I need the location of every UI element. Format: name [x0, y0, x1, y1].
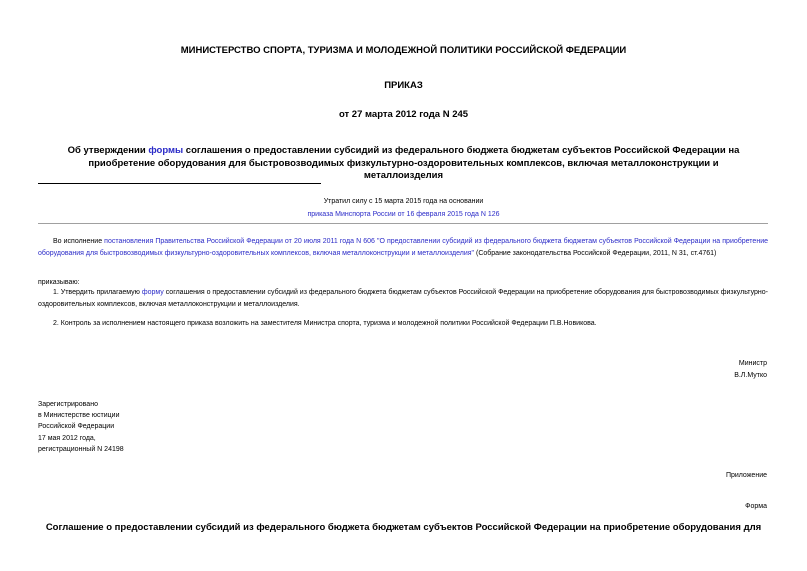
appendix-label: Приложение: [725, 472, 767, 479]
registration-line: регистрационный N 24198: [38, 445, 124, 453]
document-title: [60, 145, 747, 183]
title-divider: [38, 183, 321, 184]
clause-1-prefix: 1. Утвердить прилагаемую: [53, 289, 142, 296]
form-link[interactable]: форму: [141, 289, 164, 296]
signature-block: [734, 358, 767, 381]
agreement-heading: Соглашение о предоставлении субсидий из федерального бюджета бюджетам субъектов Российской Федерации на приобретение оборудования для: [45, 522, 762, 533]
title-prefix: Об утверждении: [67, 145, 149, 156]
ministry-heading: МИНИСТЕРСТВО СПОРТА, ТУРИЗМА И МОЛОДЕЖНОЙ ПОЛИТИКИ РОССИЙСКОЙ ФЕДЕРАЦИИ: [180, 45, 627, 56]
document-type-heading: ПРИКАЗ: [384, 80, 423, 91]
preamble-prefix: Во исполнение: [53, 238, 105, 245]
preamble-suffix: (Собрание законодательства Российской Федерации, 2011, N 31, ст.4761): [474, 249, 717, 257]
preamble-paragraph: [38, 236, 768, 259]
status-line: Утратил силу с 15 марта 2015 года на основании: [323, 198, 484, 205]
order-word: приказываю:: [38, 279, 80, 286]
status-order-link[interactable]: приказа Минспорта России от 16 февраля 2015 года N 126: [307, 210, 500, 218]
registration-line: Российской Федерации: [38, 423, 115, 431]
clause-2: 2. Контроль за исполнением настоящего приказа возложить на заместителя Министра спорта, туризма и молодежной политики Российской Федерации П.В.Новикова.: [53, 320, 597, 327]
registration-line: в Министерстве юстиции: [38, 412, 120, 420]
date-number-heading: от 27 марта 2012 года N 245: [338, 109, 469, 120]
registration-block: [38, 399, 124, 455]
clause-1-suffix: соглашения о предоставлении субсидий из федерального бюджета бюджетам субъектов Российской Федерации на приобретение оборудования для быстровозводимых физкультурно-оздоровительных комплексов, включая металлоконструкции и металлоизделия.: [38, 289, 768, 308]
clause-1: [38, 287, 768, 310]
status-note: [0, 196, 807, 221]
form-label: Форма: [745, 503, 767, 510]
government-decree-link[interactable]: постановления Правительства Российской Федерации от 20 июля 2011 года N 606 "О предоставлении субсидий из федерального бюджета бюджетам субъектов Российской Федерации на приобретение оборудования для быстровозводимых физкультурно-оздоровительных комплексов, включая металлоконструкции и металлоизделия": [38, 238, 768, 257]
signatory-position: Министр: [738, 360, 767, 367]
registration-line: 17 мая 2012 года,: [38, 434, 96, 442]
registration-line: Зарегистрировано: [38, 401, 98, 408]
title-form-link[interactable]: формы: [148, 145, 184, 156]
status-divider: [38, 223, 768, 224]
signatory-name: В.Л.Мутко: [734, 371, 767, 379]
title-rest: соглашения о предоставлении субсидий из федерального бюджета бюджетам субъектов Российской Федерации на приобретение оборудования для быстровозводимых физкультурно-оздоровительных комплексов, включая металлоконструкции и металлоизделия: [88, 145, 740, 181]
